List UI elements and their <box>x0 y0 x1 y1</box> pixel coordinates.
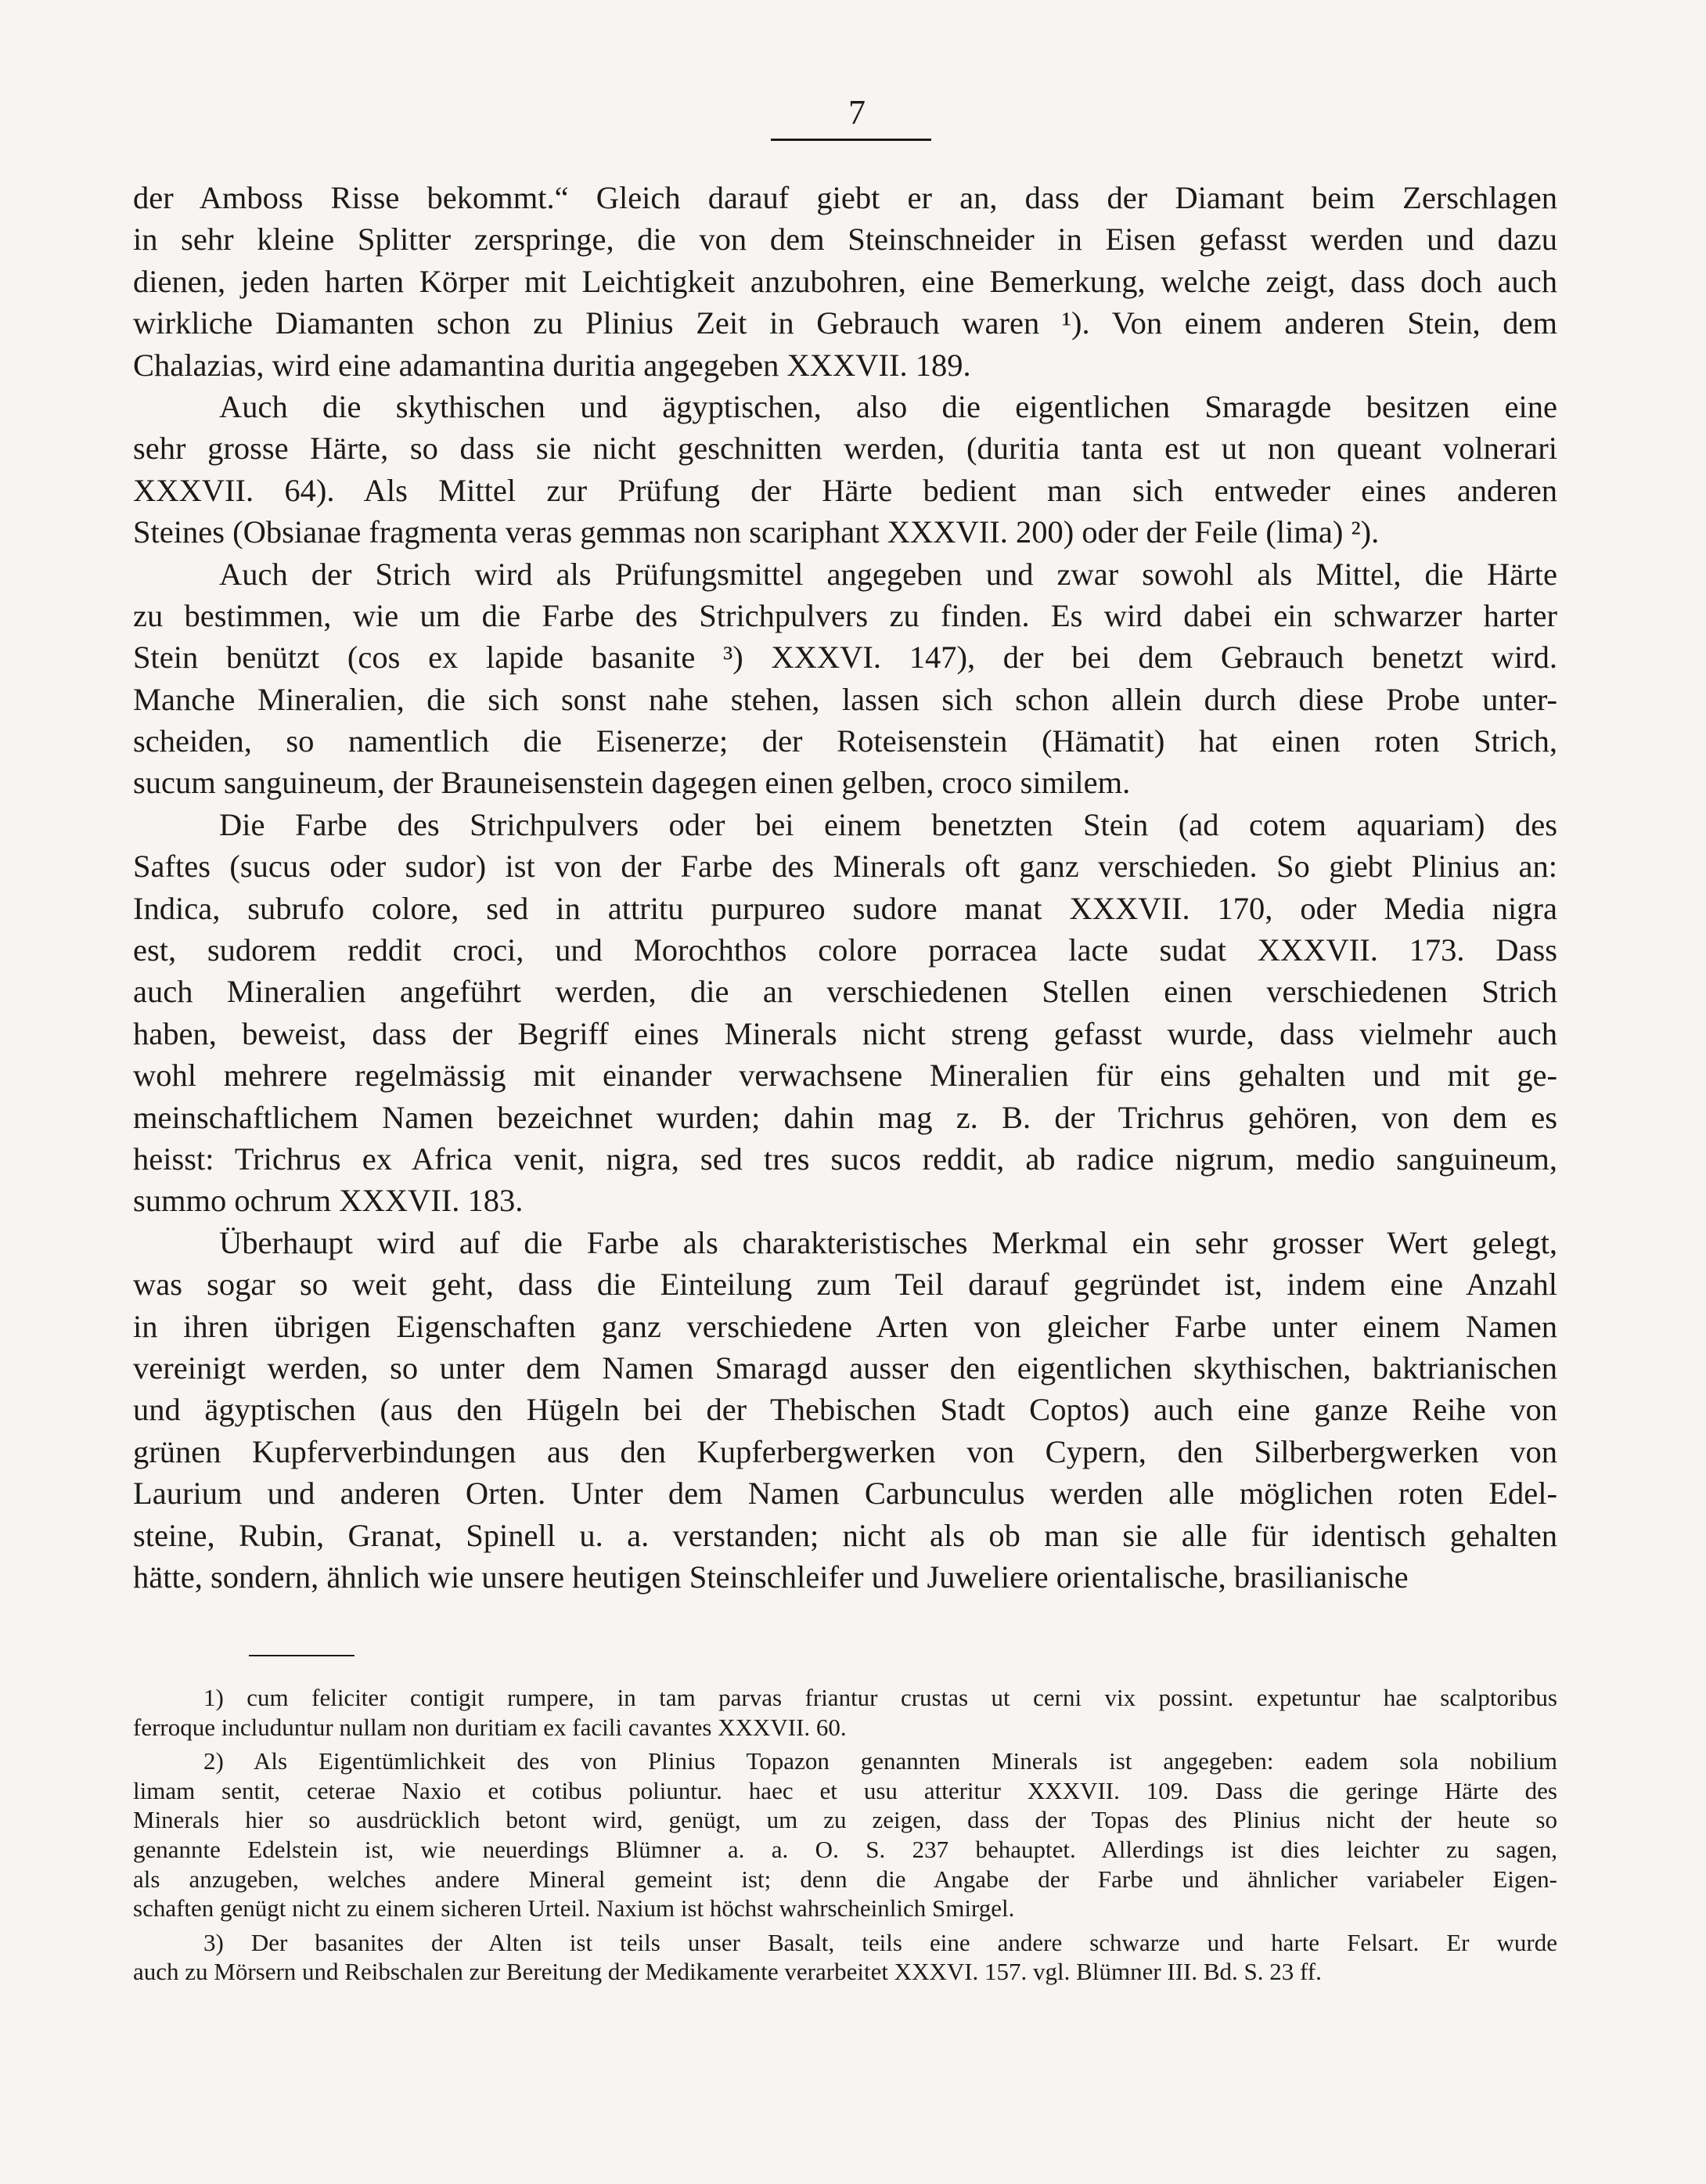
paragraph-5-line: was sogar so weit geht, dass die Einteilung zum Teil darauf gegründet ist, indem eine Anzahl <box>133 1267 1557 1303</box>
paragraph-4-line: Saftes (sucus oder sudor) ist von der Farbe des Minerals oft ganz verschieden. So giebt Plinius an: <box>133 849 1557 885</box>
page-number: 7 <box>848 93 866 132</box>
paragraph-1-line: der Amboss Risse bekommt.“ Gleich darauf giebt er an, dass der Diamant beim Zerschlagen <box>133 180 1557 215</box>
footnote-line: schaften genügt nicht zu einem sicheren Urteil. Naxium ist höchst wahrscheinlich Smirgel. <box>133 1894 1015 1923</box>
paragraph-3-line: Auch der Strich wird als Prüfungsmittel angegeben und zwar sowohl als Mittel, die Härte <box>219 556 1557 592</box>
footnote-line: Minerals hier so ausdrücklich betont wird, genügt, um zu zeigen, dass der Topas des Plinius nicht der heute so <box>133 1806 1557 1834</box>
paragraph-2-line: sehr grosse Härte, so dass sie nicht geschnitten werden, (duritia tanta est ut non queant volnerari <box>133 431 1557 467</box>
footnote-separator <box>249 1655 355 1656</box>
footnote-2 <box>133 1746 1557 1923</box>
footnote-line: genannte Edelstein ist, wie neuerdings Blümner a. a. O. S. 237 behauptet. Allerdings ist dies leichter zu sagen, <box>133 1835 1557 1863</box>
paragraph-1-line: in sehr kleine Splitter zerspringe, die von dem Steinschneider in Eisen gefasst werden und dazu <box>133 222 1557 258</box>
paragraph-5-line: hätte, sondern, ähnlich wie unsere heutigen Steinschleifer und Juweliere orientalische, brasilianische <box>133 1559 1409 1595</box>
body-text <box>133 177 1557 1598</box>
paragraph-2-line: Steines (Obsianae fragmenta veras gemmas non scariphant XXXVII. 200) oder der Feile (lima) ²). <box>133 514 1380 550</box>
paragraph-5-line: steine, Rubin, Granat, Spinell u. a. verstanden; nicht als ob man sie alle für identisch gehalten <box>133 1517 1557 1553</box>
paragraph-2-line: Auch die skythischen und ägyptischen, also die eigentlichen Smaragde besitzen eine <box>219 388 1557 424</box>
page-number-rule <box>771 139 931 141</box>
paragraph-2-line: XXXVII. 64). Als Mittel zur Prüfung der Härte bedient man sich entweder eines anderen <box>133 472 1557 508</box>
paragraph-1-line: Chalazias, wird eine adamantina duritia angegeben XXXVII. 189. <box>133 347 971 383</box>
footnote-line: auch zu Mörsern und Reibschalen zur Bereitung der Medikamente verarbeitet XXXVI. 157. vgl. Blümner III. Bd. S. 23 ff. <box>133 1958 1322 1986</box>
paragraph-4-line: wohl mehrere regelmässig mit einander verwachsene Mineralien für eins gehalten und mit ge- <box>133 1058 1557 1094</box>
paragraph-3-line: Manche Mineralien, die sich sonst nahe stehen, lassen sich schon allein durch diese Probe unter- <box>133 681 1557 717</box>
footnote-line: 1) cum feliciter contigit rumpere, in tam parvas friantur crustas ut cerni vix possint. expetuntur hae scalptoribus <box>203 1684 1557 1711</box>
paragraph-3-line: sucum sanguineum, der Brauneisenstein dagegen einen gelben, croco similem. <box>133 765 1131 801</box>
paragraph-4-line: summo ochrum XXXVII. 183. <box>133 1183 524 1219</box>
paragraph-1-line: dienen, jeden harten Körper mit Leichtigkeit anzubohren, eine Bemerkung, welche zeigt, dass doch auch <box>133 263 1557 299</box>
footnote-line: ferroque includuntur nullam non duritiam ex facili cavantes XXXVII. 60. <box>133 1713 847 1741</box>
paragraph-5-line: Überhaupt wird auf die Farbe als charakteristisches Merkmal ein sehr grosser Wert gelegt, <box>219 1224 1557 1260</box>
paragraph-5-line: und ägyptischen (aus den Hügeln bei der Thebischen Stadt Coptos) auch eine ganze Reihe von <box>133 1392 1557 1428</box>
paragraph-4-line: heisst: Trichrus ex Africa venit, nigra, sed tres sucos reddit, ab radice nigrum, medio sanguineum, <box>133 1141 1557 1177</box>
paragraph-3-line: Stein benützt (cos ex lapide basanite ³) XXXVI. 147), der bei dem Gebrauch benetzt wird. <box>133 640 1557 676</box>
paragraph-5-line: grünen Kupferverbindungen aus den Kupferbergwerken von Cypern, den Silberbergwerken von <box>133 1433 1557 1469</box>
footnotes <box>133 1683 1557 1991</box>
footnote-line: als anzugeben, welches andere Mineral gemeint ist; denn die Angabe der Farbe und ähnlicher variabeler Eigen- <box>133 1865 1557 1893</box>
paragraph-1-line: wirkliche Diamanten schon zu Plinius Zeit in Gebrauch waren ¹). Von einem anderen Stein, dem <box>133 305 1557 341</box>
footnote-1 <box>133 1683 1557 1742</box>
paragraph-3-line: zu bestimmen, wie um die Farbe des Strichpulvers zu finden. Es wird dabei ein schwarzer harter <box>133 597 1557 633</box>
paragraph-5-line: in ihren übrigen Eigenschaften ganz verschiedene Arten von gleicher Farbe unter einem Namen <box>133 1308 1557 1344</box>
paragraph-5-line: vereinigt werden, so unter dem Namen Smaragd ausser den eigentlichen skythischen, baktrianischen <box>133 1350 1557 1386</box>
footnote-line: 3) Der basanites der Alten ist teils unser Basalt, teils eine andere schwarze und harte Felsart. Er wurde <box>203 1928 1557 1956</box>
footnote-line: 2) Als Eigentümlichkeit des von Plinius Topazon genannten Minerals ist angegeben: eadem sola nobilium <box>203 1747 1557 1775</box>
paragraph-3-line: scheiden, so namentlich die Eisenerze; der Roteisenstein (Hämatit) hat einen roten Strich, <box>133 723 1557 759</box>
footnote-3 <box>133 1928 1557 1987</box>
paragraph-4-line: haben, beweist, dass der Begriff eines Minerals nicht streng gefasst wurde, dass vielmehr auch <box>133 1015 1557 1051</box>
paragraph-4-line: est, sudorem reddit croci, und Morochthos colore porracea lacte sudat XXXVII. 173. Dass <box>133 932 1557 968</box>
paragraph-5-line: Laurium und anderen Orten. Unter dem Namen Carbunculus werden alle möglichen roten Edel- <box>133 1476 1557 1512</box>
paragraph-4-line: Die Farbe des Strichpulvers oder bei einem benetzten Stein (ad cotem aquariam) des <box>219 806 1557 842</box>
footnote-line: limam sentit, ceterae Naxio et cotibus poliuntur. haec et usu atteritur XXXVII. 109. Dass die geringe Härte des <box>133 1776 1557 1804</box>
paragraph-4-line: auch Mineralien angeführt werden, die an verschiedenen Stellen einen verschiedenen Strich <box>133 974 1557 1010</box>
paragraph-4-line: Indica, subrufo colore, sed in attritu purpureo sudore manat XXXVII. 170, oder Media nigra <box>133 890 1557 926</box>
paragraph-4-line: meinschaftlichem Namen bezeichnet wurden; dahin mag z. B. der Trichrus gehören, von dem es <box>133 1099 1557 1135</box>
